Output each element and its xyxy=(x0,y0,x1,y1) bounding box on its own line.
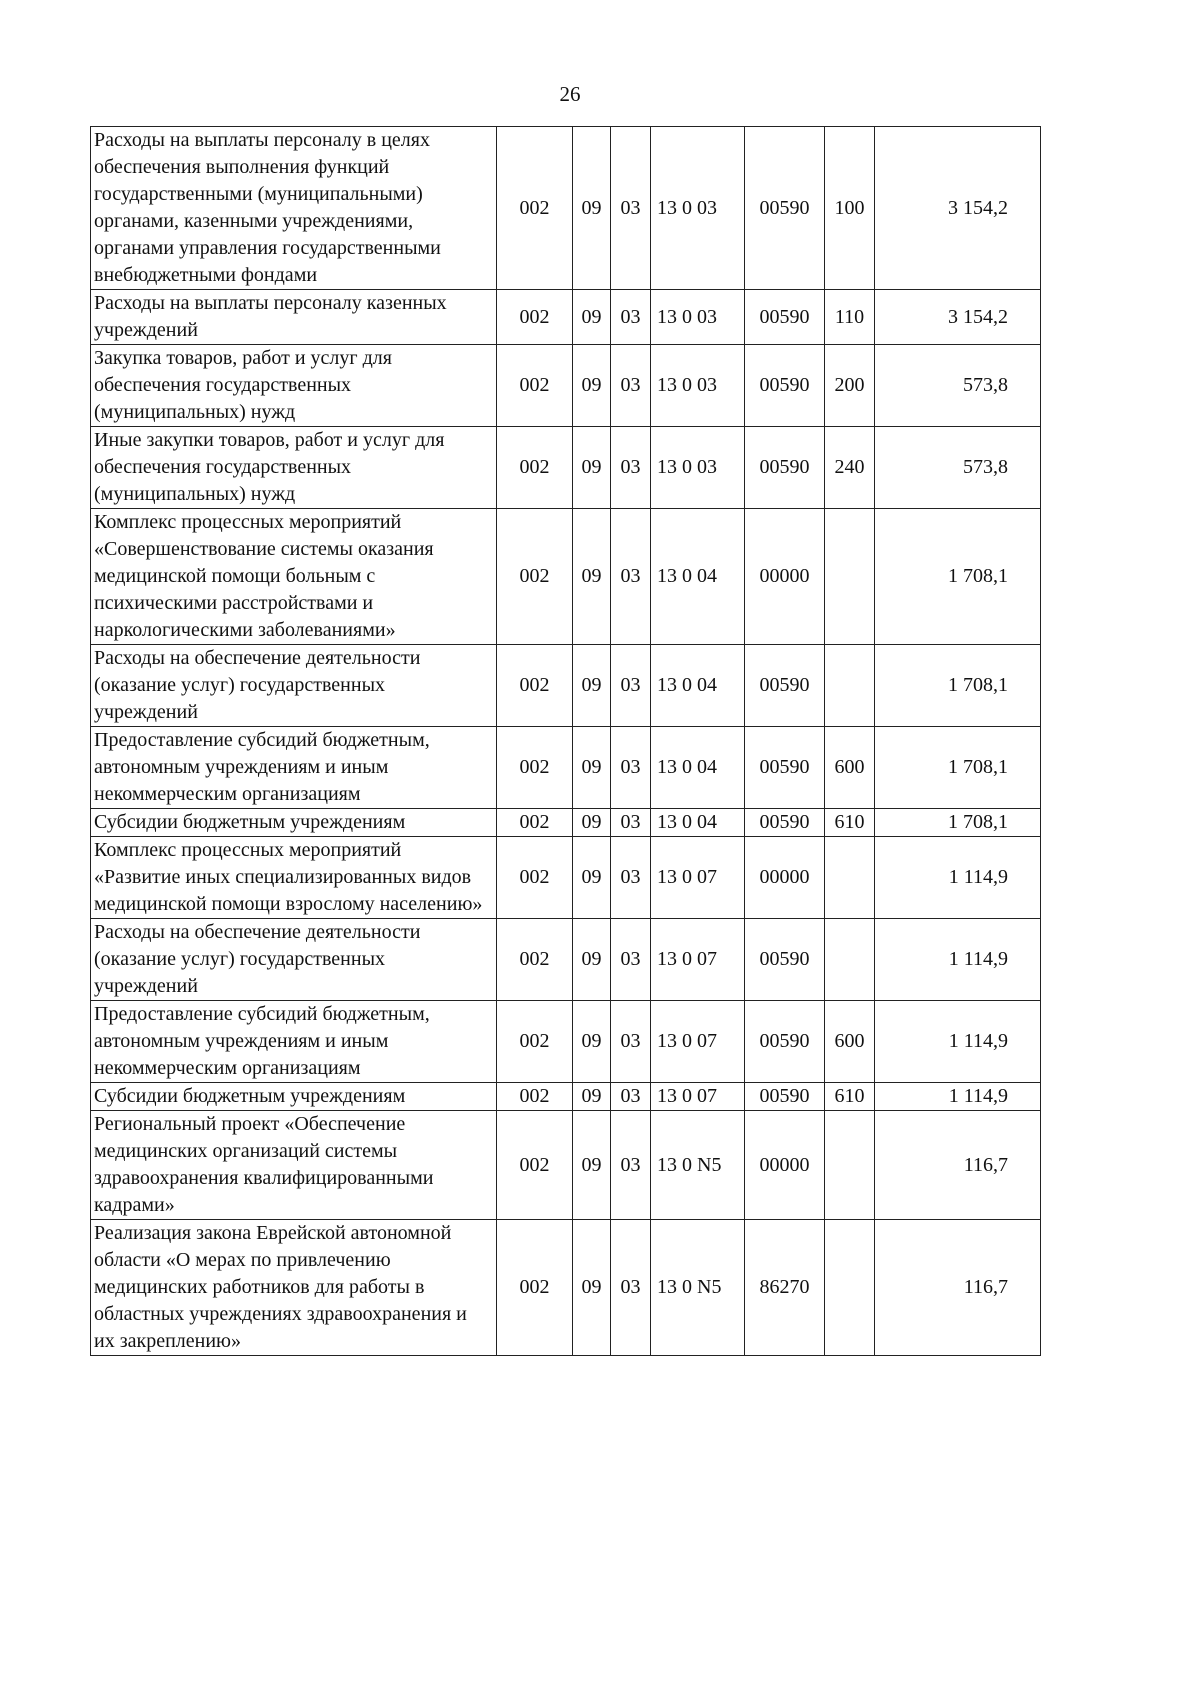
row-grbs-code: 002 xyxy=(497,1111,573,1220)
row-direction-code: 00000 xyxy=(745,509,825,645)
table-row xyxy=(91,1111,1041,1220)
table-row xyxy=(91,1001,1041,1083)
row-subsection-code: 03 xyxy=(611,919,651,1001)
row-expense-type-code: 110 xyxy=(825,290,875,345)
budget-table-body xyxy=(91,127,1041,1356)
row-subsection-code: 03 xyxy=(611,645,651,727)
row-description: Расходы на обеспечение деятельности (оказание услуг) государственных учреждений xyxy=(91,919,497,1001)
row-grbs-code: 002 xyxy=(497,345,573,427)
table-row xyxy=(91,919,1041,1001)
row-description: Региональный проект «Обеспечение медицинских организаций системы здравоохранения квалифицированными кадрами» xyxy=(91,1111,497,1220)
row-amount: 1 114,9 xyxy=(875,1001,1041,1083)
row-expense-type-code xyxy=(825,645,875,727)
table-row xyxy=(91,645,1041,727)
row-grbs-code: 002 xyxy=(497,809,573,837)
row-direction-code: 00590 xyxy=(745,427,825,509)
row-grbs-code: 002 xyxy=(497,1001,573,1083)
table-row xyxy=(91,809,1041,837)
row-description: Закупка товаров, работ и услуг для обеспечения государственных (муниципальных) нужд xyxy=(91,345,497,427)
row-description: Иные закупки товаров, работ и услуг для обеспечения государственных (муниципальных) нужд xyxy=(91,427,497,509)
table-row xyxy=(91,1083,1041,1111)
row-direction-code: 00590 xyxy=(745,290,825,345)
row-expense-type-code: 610 xyxy=(825,809,875,837)
row-description: Реализация закона Еврейской автономной области «О мерах по привлечению медицинских работников для работы в областных учреждениях здравоохранения и их закреплению» xyxy=(91,1220,497,1356)
row-section-code: 09 xyxy=(573,645,611,727)
row-description: Комплекс процессных мероприятий «Развитие иных специализированных видов медицинской помощи взрослому населению» xyxy=(91,837,497,919)
row-expense-type-code: 610 xyxy=(825,1083,875,1111)
row-amount: 1 708,1 xyxy=(875,809,1041,837)
row-amount: 1 708,1 xyxy=(875,645,1041,727)
row-program-code: 13 0 07 xyxy=(651,837,745,919)
row-subsection-code: 03 xyxy=(611,1220,651,1356)
row-grbs-code: 002 xyxy=(497,645,573,727)
row-program-code: 13 0 07 xyxy=(651,1083,745,1111)
row-program-code: 13 0 03 xyxy=(651,427,745,509)
table-row xyxy=(91,427,1041,509)
row-direction-code: 00590 xyxy=(745,1001,825,1083)
row-grbs-code: 002 xyxy=(497,427,573,509)
row-section-code: 09 xyxy=(573,1111,611,1220)
row-grbs-code: 002 xyxy=(497,509,573,645)
row-direction-code: 00590 xyxy=(745,1083,825,1111)
row-direction-code: 00590 xyxy=(745,727,825,809)
row-amount: 1 708,1 xyxy=(875,727,1041,809)
row-amount: 573,8 xyxy=(875,345,1041,427)
row-expense-type-code: 600 xyxy=(825,727,875,809)
row-program-code: 13 0 03 xyxy=(651,290,745,345)
row-direction-code: 00590 xyxy=(745,127,825,290)
row-amount: 1 114,9 xyxy=(875,1083,1041,1111)
row-direction-code: 00590 xyxy=(745,645,825,727)
row-program-code: 13 0 04 xyxy=(651,645,745,727)
table-row xyxy=(91,1220,1041,1356)
row-description: Субсидии бюджетным учреждениям xyxy=(91,1083,497,1111)
row-description: Субсидии бюджетным учреждениям xyxy=(91,809,497,837)
row-direction-code: 00590 xyxy=(745,809,825,837)
row-amount: 116,7 xyxy=(875,1220,1041,1356)
table-row xyxy=(91,727,1041,809)
row-subsection-code: 03 xyxy=(611,345,651,427)
row-grbs-code: 002 xyxy=(497,1220,573,1356)
row-subsection-code: 03 xyxy=(611,1083,651,1111)
row-grbs-code: 002 xyxy=(497,1083,573,1111)
row-section-code: 09 xyxy=(573,1220,611,1356)
row-section-code: 09 xyxy=(573,127,611,290)
row-amount: 3 154,2 xyxy=(875,290,1041,345)
row-expense-type-code: 200 xyxy=(825,345,875,427)
row-subsection-code: 03 xyxy=(611,290,651,345)
row-section-code: 09 xyxy=(573,809,611,837)
row-direction-code: 00590 xyxy=(745,919,825,1001)
row-direction-code: 00000 xyxy=(745,837,825,919)
row-section-code: 09 xyxy=(573,1001,611,1083)
table-row xyxy=(91,509,1041,645)
row-program-code: 13 0 04 xyxy=(651,509,745,645)
row-program-code: 13 0 03 xyxy=(651,127,745,290)
row-amount: 116,7 xyxy=(875,1111,1041,1220)
row-section-code: 09 xyxy=(573,427,611,509)
row-subsection-code: 03 xyxy=(611,509,651,645)
row-section-code: 09 xyxy=(573,919,611,1001)
row-expense-type-code xyxy=(825,509,875,645)
budget-table xyxy=(90,126,1041,1356)
row-amount: 1 114,9 xyxy=(875,837,1041,919)
row-section-code: 09 xyxy=(573,345,611,427)
table-row xyxy=(91,345,1041,427)
row-amount: 1 114,9 xyxy=(875,919,1041,1001)
row-section-code: 09 xyxy=(573,837,611,919)
row-expense-type-code xyxy=(825,1220,875,1356)
row-subsection-code: 03 xyxy=(611,809,651,837)
row-expense-type-code: 600 xyxy=(825,1001,875,1083)
row-grbs-code: 002 xyxy=(497,290,573,345)
row-program-code: 13 0 03 xyxy=(651,345,745,427)
row-grbs-code: 002 xyxy=(497,727,573,809)
row-grbs-code: 002 xyxy=(497,127,573,290)
row-program-code: 13 0 N5 xyxy=(651,1111,745,1220)
row-subsection-code: 03 xyxy=(611,727,651,809)
row-program-code: 13 0 04 xyxy=(651,727,745,809)
row-description: Расходы на обеспечение деятельности (оказание услуг) государственных учреждений xyxy=(91,645,497,727)
row-direction-code: 00000 xyxy=(745,1111,825,1220)
row-section-code: 09 xyxy=(573,509,611,645)
row-section-code: 09 xyxy=(573,1083,611,1111)
row-subsection-code: 03 xyxy=(611,1111,651,1220)
row-amount: 3 154,2 xyxy=(875,127,1041,290)
row-amount: 1 708,1 xyxy=(875,509,1041,645)
row-program-code: 13 0 07 xyxy=(651,1001,745,1083)
row-direction-code: 00590 xyxy=(745,345,825,427)
row-subsection-code: 03 xyxy=(611,1001,651,1083)
page-number: 26 xyxy=(559,82,581,106)
row-subsection-code: 03 xyxy=(611,127,651,290)
row-expense-type-code xyxy=(825,919,875,1001)
row-section-code: 09 xyxy=(573,290,611,345)
table-row xyxy=(91,290,1041,345)
row-program-code: 13 0 N5 xyxy=(651,1220,745,1356)
row-description: Комплекс процессных мероприятий «Совершенствование системы оказания медицинской помощи больным с психическими расстройствами и наркологическими заболеваниями» xyxy=(91,509,497,645)
row-grbs-code: 002 xyxy=(497,919,573,1001)
row-description: Предоставление субсидий бюджетным, автономным учреждениям и иным некоммерческим организациям xyxy=(91,727,497,809)
row-expense-type-code xyxy=(825,837,875,919)
row-program-code: 13 0 07 xyxy=(651,919,745,1001)
row-description: Предоставление субсидий бюджетным, автономным учреждениям и иным некоммерческим организациям xyxy=(91,1001,497,1083)
row-expense-type-code xyxy=(825,1111,875,1220)
row-description: Расходы на выплаты персоналу в целях обеспечения выполнения функций государственными (муниципальными) органами, казенными учреждениями, органами управления государственными внебюджетными фондами xyxy=(91,127,497,290)
row-subsection-code: 03 xyxy=(611,837,651,919)
row-subsection-code: 03 xyxy=(611,427,651,509)
row-expense-type-code: 240 xyxy=(825,427,875,509)
row-program-code: 13 0 04 xyxy=(651,809,745,837)
row-expense-type-code: 100 xyxy=(825,127,875,290)
row-grbs-code: 002 xyxy=(497,837,573,919)
row-section-code: 09 xyxy=(573,727,611,809)
row-description: Расходы на выплаты персоналу казенных учреждений xyxy=(91,290,497,345)
row-amount: 573,8 xyxy=(875,427,1041,509)
table-row xyxy=(91,127,1041,290)
row-direction-code: 86270 xyxy=(745,1220,825,1356)
table-row xyxy=(91,837,1041,919)
